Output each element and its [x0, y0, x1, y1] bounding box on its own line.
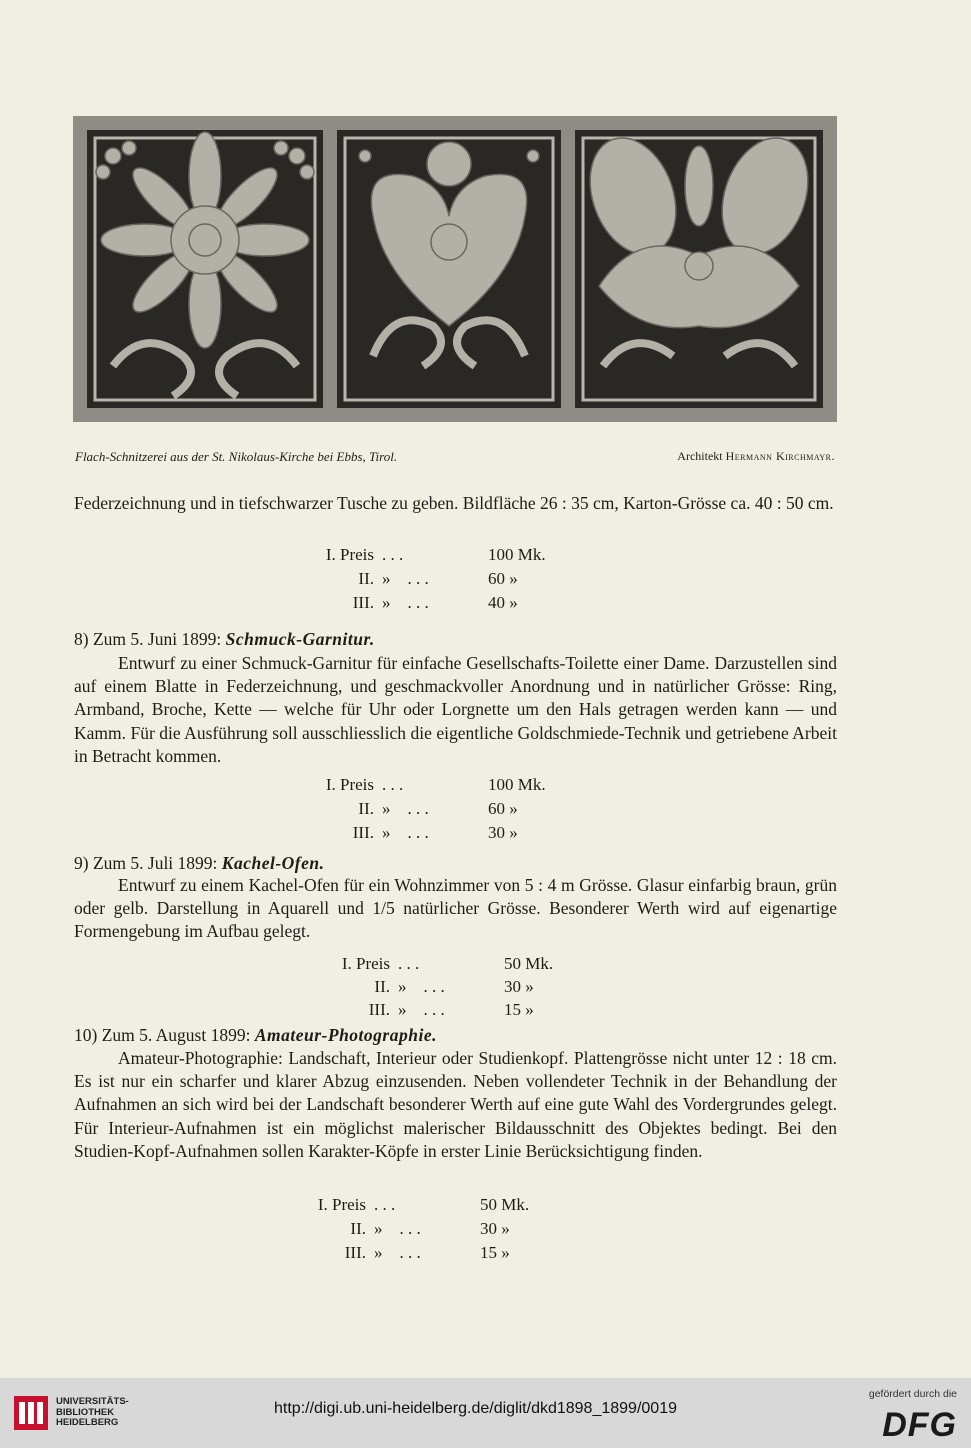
section-title: Kachel-Ofen.	[221, 853, 325, 873]
prize-row	[306, 1194, 529, 1217]
prize-dots: » . . .	[382, 799, 429, 818]
digitization-footer	[0, 1378, 971, 1448]
prize-amount: 100 Mk.	[488, 775, 546, 794]
section-10-heading	[74, 1024, 837, 1047]
library-logo-icon	[14, 1396, 48, 1430]
section-number: 8) Zum 5. Juni 1899:	[74, 629, 226, 649]
prize-dots: » . . .	[382, 823, 429, 842]
library-name-line: UNIVERSITÄTS-	[56, 1396, 129, 1407]
library-name-line: HEIDELBERG	[56, 1417, 119, 1428]
carved-panel-butterfly	[575, 126, 823, 408]
prize-rank: III.	[352, 593, 374, 612]
prize-row	[314, 774, 546, 797]
prize-dots: » . . .	[398, 1000, 445, 1019]
architect-name: Hermann Kirchmayr.	[725, 449, 835, 463]
section-10-body: Amateur-Photographie: Landschaft, Interieur oder Studienkopf. Plattengrösse nicht unter 12 : 18 cm. Es ist nur ein scharfer und klarer Abzug einzusenden. Neben vollendeter Technik in der Behandlung der Aufnahmen an sich wird bei der Landschaft besonderer Werth auf eine gute Wahl des Vordergrundes gelegt. Für Interieur-Aufnahmen ist ein möglichst malerischer Bildausschnitt des Objektes bedingt. Bei den Studien-Kopf-Aufnahmen sollen Karakter-Köpfe in erster Linie Berücksichtigung finden.	[74, 1048, 837, 1161]
prize-row	[306, 1218, 510, 1241]
prize-rank: I. Preis	[325, 545, 374, 564]
prize-rank: III.	[352, 823, 374, 842]
prize-amount: 50 Mk.	[504, 954, 554, 973]
prize-rank: I. Preis	[341, 954, 390, 973]
prize-amount: 60 »	[488, 569, 518, 588]
prize-dots: » . . .	[382, 593, 429, 612]
prize-amount: 30 »	[480, 1219, 510, 1238]
prize-amount: 15 »	[504, 1000, 534, 1019]
prize-rank: II.	[358, 799, 374, 818]
section-8-heading	[74, 628, 837, 651]
prize-row	[306, 1242, 510, 1265]
prize-dots: » . . .	[374, 1219, 421, 1238]
prize-dots: . . .	[374, 1195, 396, 1214]
prize-row	[330, 976, 534, 999]
library-name	[56, 1397, 129, 1429]
prize-row	[330, 999, 534, 1022]
prize-rank: I. Preis	[317, 1195, 366, 1214]
prize-amount: 15 »	[480, 1243, 510, 1262]
prize-dots: . . .	[382, 775, 404, 794]
intro-paragraph: Federzeichnung und in tiefschwarzer Tusche zu geben. Bildfläche 26 : 35 cm, Karton-Grösse ca. 40 : 50 cm.	[74, 493, 834, 513]
prize-dots: . . .	[382, 545, 404, 564]
prize-rank: I. Preis	[325, 775, 374, 794]
prize-dots: . . .	[398, 954, 420, 973]
architect-credit	[677, 449, 835, 464]
prize-dots: » . . .	[398, 977, 445, 996]
section-9-body: Entwurf zu einem Kachel-Ofen für ein Wohnzimmer von 5 : 4 m Grösse. Glasur einfarbig braun, grün oder gelb. Darstellung in Aquarell und 1/5 natürlicher Grösse. Besonderer Werth wird auf eigenartige Formengebung im Aufbau gelegt.	[74, 875, 837, 942]
prize-amount: 50 Mk.	[480, 1195, 530, 1214]
prize-dots: » . . .	[382, 569, 429, 588]
prize-row	[314, 798, 518, 821]
prize-amount: 100 Mk.	[488, 545, 546, 564]
funding-note: gefördert durch die	[868, 1388, 957, 1400]
prize-amount: 30 »	[488, 823, 518, 842]
library-name-line: BIBLIOTHEK	[56, 1406, 115, 1418]
prize-amount: 30 »	[504, 977, 534, 996]
prize-row	[330, 953, 553, 976]
prize-amount: 40 »	[488, 593, 518, 612]
section-title: Schmuck-Garnitur.	[225, 629, 375, 649]
section-8-body: Entwurf zu einer Schmuck-Garnitur für einfache Gesellschafts-Toilette einer Dame. Darzustellen sind auf einem Blatte in Federzeichnung, und geschmackvoller Anordnung und in natürlicher Grösse: Ring, Armband, Broche, Kette — welche für Uhr oder Lorgnette um den Hals getragen werden kann — und Kamm. Für die Ausführung soll ausschliesslich die eigentliche Goldschmiede-Technik und getriebene Arbeit in Betracht kommen.	[74, 653, 837, 766]
section-9-heading	[74, 852, 837, 875]
prize-row	[314, 568, 518, 591]
carving-plate-image	[73, 116, 837, 422]
prize-row	[314, 822, 518, 845]
prize-rank: III.	[344, 1243, 366, 1262]
prize-row	[314, 544, 546, 567]
prize-rank: II.	[358, 569, 374, 588]
section-number: 10) Zum 5. August 1899:	[74, 1025, 255, 1045]
prize-dots: » . . .	[374, 1243, 421, 1262]
prize-rank: II.	[374, 977, 390, 996]
section-number: 9) Zum 5. Juli 1899:	[74, 853, 222, 873]
prize-rank: II.	[350, 1219, 366, 1238]
carved-panel-heart	[337, 130, 561, 408]
dfg-logo: DFG	[882, 1406, 957, 1444]
section-title: Amateur-Photographie.	[254, 1025, 437, 1045]
digital-copy-link[interactable]: http://digi.ub.uni-heidelberg.de/diglit/dkd1898_1899/0019	[274, 1400, 677, 1417]
prize-rank: III.	[368, 1000, 390, 1019]
image-caption: Flach-Schnitzerei aus der St. Nikolaus-Kirche bei Ebbs, Tirol.	[75, 449, 398, 464]
prize-row	[314, 592, 518, 615]
architect-prefix: Architekt	[677, 449, 726, 463]
prize-amount: 60 »	[488, 799, 518, 818]
carved-panel-flower	[87, 130, 323, 408]
